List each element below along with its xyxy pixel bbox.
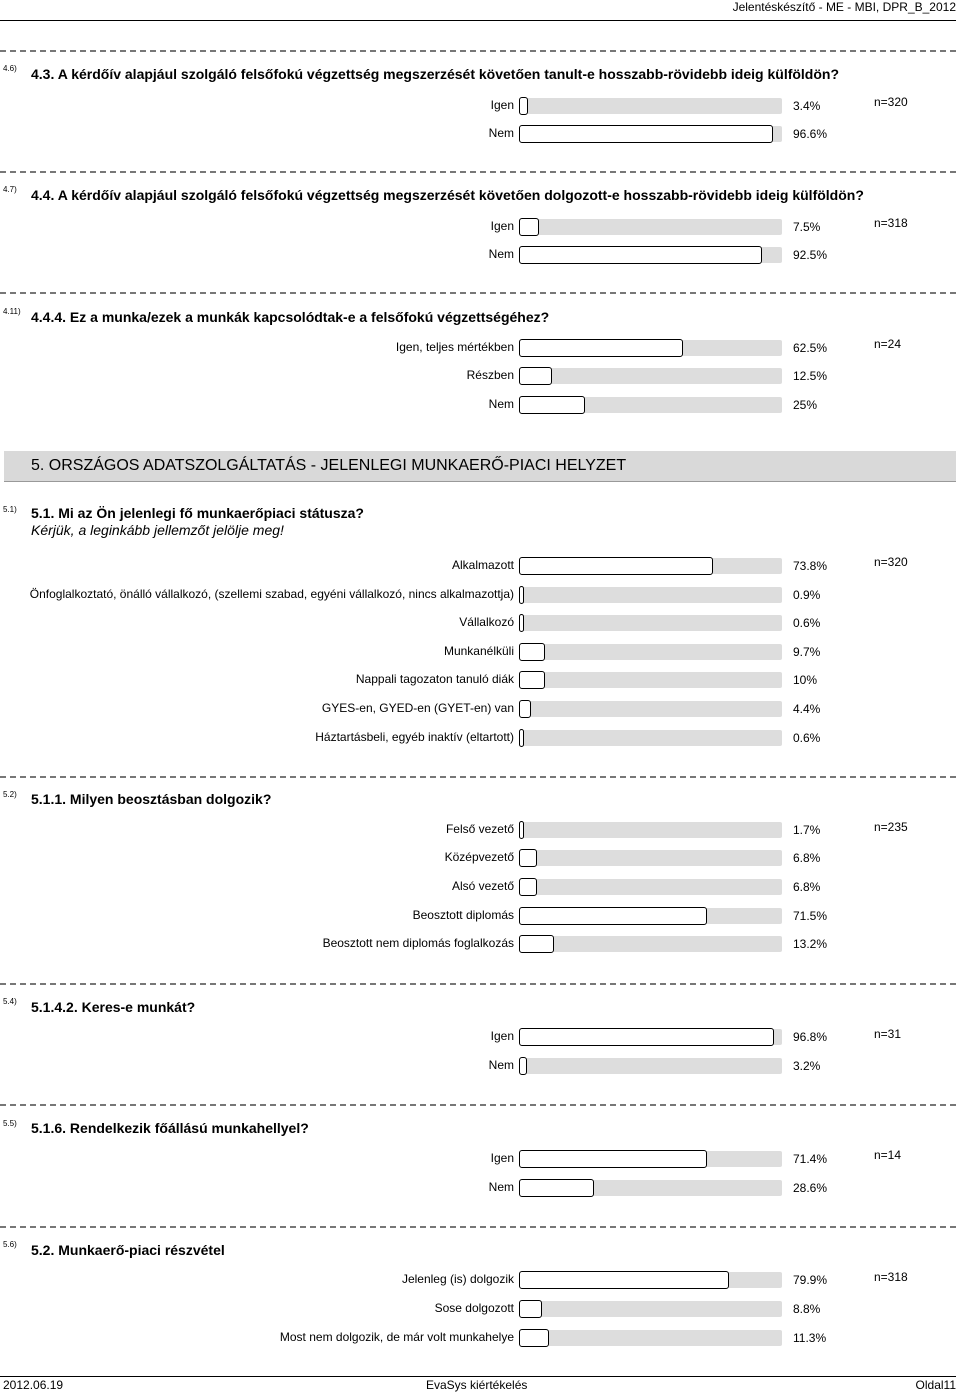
answer-percentage: 6.8% <box>793 880 821 894</box>
answer-row <box>0 1027 960 1049</box>
bar-track <box>519 730 782 746</box>
bar-fill <box>519 97 528 115</box>
answer-percentage: 73.8% <box>793 559 828 573</box>
bar-track <box>519 879 782 895</box>
bar-track <box>519 247 782 263</box>
bar-fill <box>519 643 545 661</box>
bar-fill <box>519 1271 729 1289</box>
page-header <box>0 0 960 14</box>
bar-track <box>519 1180 782 1196</box>
bar-track <box>519 587 782 603</box>
answer-label: Nem <box>488 1180 514 1194</box>
bar-track <box>519 644 782 660</box>
response-count: n=14 <box>874 1148 902 1162</box>
answer-label: Alsó vezető <box>451 879 514 893</box>
response-count: n=318 <box>874 216 908 230</box>
bar-fill <box>519 1028 774 1046</box>
answer-percentage: 7.5% <box>793 220 821 234</box>
answer-row <box>0 1149 960 1171</box>
bar-track <box>519 1029 782 1045</box>
answer-row <box>0 670 960 692</box>
answer-row <box>0 613 960 635</box>
bar-fill <box>519 125 773 143</box>
bar-fill <box>519 1057 527 1075</box>
question-divider <box>0 1104 956 1106</box>
bar-fill <box>519 557 713 575</box>
response-count: n=320 <box>874 95 908 109</box>
answer-label: Nem <box>488 397 514 411</box>
question-divider <box>0 776 956 778</box>
answer-label: Nem <box>488 126 514 140</box>
answer-row <box>0 642 960 664</box>
answer-row <box>0 906 960 928</box>
answer-percentage: 62.5% <box>793 341 828 355</box>
answer-label: Jelenleg (is) dolgozik <box>401 1272 514 1286</box>
question-number: 5.2) <box>3 790 17 799</box>
bar-track <box>519 672 782 688</box>
answer-row <box>0 96 960 118</box>
answer-row <box>0 1056 960 1078</box>
bar-track <box>519 340 782 356</box>
answer-row <box>0 338 960 360</box>
answer-label: Igen <box>490 98 514 112</box>
answer-row <box>0 877 960 899</box>
bar-fill <box>519 614 524 632</box>
answer-label: Vállalkozó <box>459 615 514 629</box>
question-title: 4.3. A kérdőív alapjául szolgáló felsőfokú végzettség megszerzését követően tanult-e hosszabb-rövidebb ideig külföldön? <box>31 66 840 82</box>
bar-fill <box>519 935 554 953</box>
answer-label: Önfoglalkoztató, önálló vállalkozó, (szellemi szabad, egyéni vállalkozó, nincs alkalmazottja) <box>29 587 514 601</box>
bar-fill <box>519 1150 707 1168</box>
answer-label: Most nem dolgozik, de már volt munkahelye <box>279 1330 514 1344</box>
answer-percentage: 0.6% <box>793 731 821 745</box>
bar-track <box>519 1151 782 1167</box>
answer-row <box>0 848 960 870</box>
question-number: 4.6) <box>3 64 17 73</box>
bar-track <box>519 1272 782 1288</box>
question-title: 4.4. A kérdőív alapjául szolgáló felsőfokú végzettség megszerzését követően dolgozott-e hosszabb-rövidebb ideig külföldön? <box>31 187 864 203</box>
bar-track <box>519 368 782 384</box>
answer-row <box>0 366 960 388</box>
answer-label: GYES-en, GYED-en (GYET-en) van <box>321 701 514 715</box>
bar-fill <box>519 367 552 385</box>
answer-row <box>0 217 960 239</box>
answer-percentage: 6.8% <box>793 851 821 865</box>
question-subtitle: Kérjük, a leginkább jellemzőt jelölje meg! <box>31 522 284 538</box>
answer-percentage: 3.2% <box>793 1059 821 1073</box>
question-number: 5.4) <box>3 997 17 1006</box>
answer-percentage: 1.7% <box>793 823 821 837</box>
bar-fill <box>519 878 537 896</box>
bar-fill <box>519 821 524 839</box>
answer-label: Részben <box>466 368 514 382</box>
answer-label: Beosztott diplomás <box>412 908 514 922</box>
answer-label: Háztartásbeli, egyéb inaktív (eltartott) <box>315 730 514 744</box>
response-count: n=31 <box>874 1027 902 1041</box>
answer-percentage: 3.4% <box>793 99 821 113</box>
bar-track <box>519 701 782 717</box>
bar-fill <box>519 246 762 264</box>
answer-percentage: 4.4% <box>793 702 821 716</box>
bar-track <box>519 936 782 952</box>
question-title: 5.1.1. Milyen beosztásban dolgozik? <box>31 791 272 807</box>
question-number: 5.1) <box>3 505 17 514</box>
answer-percentage: 12.5% <box>793 369 828 383</box>
answer-label: Igen, teljes mértékben <box>395 340 514 354</box>
bar-fill <box>519 671 545 689</box>
question-divider <box>0 50 956 52</box>
bar-track <box>519 615 782 631</box>
answer-label: Igen <box>490 1151 514 1165</box>
answer-row <box>0 1178 960 1200</box>
report-title: Jelentéskészítő - ME - MBI, DPR_B_2012 <box>732 0 956 14</box>
bar-track <box>519 397 782 413</box>
question-divider <box>0 171 956 173</box>
bar-track <box>519 1330 782 1346</box>
bar-fill <box>519 396 585 414</box>
footer-page: Oldal11 <box>915 1378 956 1392</box>
answer-row <box>0 820 960 842</box>
section-heading-text: 5. ORSZÁGOS ADATSZOLGÁLTATÁS - JELENLEGI MUNKAERŐ-PIACI HELYZET <box>31 457 627 474</box>
question-divider <box>0 292 956 294</box>
question-title: 5.1. Mi az Ön jelenlegi fő munkaerőpiaci státusza? <box>31 505 364 521</box>
header-divider <box>0 20 956 21</box>
answer-row <box>0 699 960 721</box>
bar-fill <box>519 586 524 604</box>
answer-label: Beosztott nem diplomás foglalkozás <box>322 936 514 950</box>
footer-center: EvaSys kiértékelés <box>426 1378 528 1392</box>
answer-percentage: 11.3% <box>793 1331 827 1345</box>
bar-fill <box>519 1300 542 1318</box>
answer-row <box>0 585 960 607</box>
response-count: n=318 <box>874 1270 908 1284</box>
bar-track <box>519 822 782 838</box>
response-count: n=24 <box>874 337 902 351</box>
footer-divider <box>0 1376 956 1377</box>
footer-date: 2012.06.19 <box>3 1378 64 1392</box>
answer-label: Nappali tagozaton tanuló diák <box>355 672 514 686</box>
answer-percentage: 79.9% <box>793 1273 828 1287</box>
answer-label: Alkalmazott <box>451 558 514 572</box>
answer-percentage: 28.6% <box>793 1181 828 1195</box>
bar-fill <box>519 1179 594 1197</box>
answer-row <box>0 1328 960 1350</box>
answer-label: Nem <box>488 247 514 261</box>
answer-percentage: 13.2% <box>793 937 828 951</box>
question-title: 4.4.4. Ez a munka/ezek a munkák kapcsolódtak-e a felsőfokú végzettségéhez? <box>31 309 550 325</box>
bar-track <box>519 126 782 142</box>
question-title: 5.1.4.2. Keres-e munkát? <box>31 999 196 1015</box>
question-number: 4.7) <box>3 185 17 194</box>
answer-percentage: 25% <box>793 398 818 412</box>
bar-fill <box>519 339 683 357</box>
answer-percentage: 9.7% <box>793 645 821 659</box>
bar-fill <box>519 849 537 867</box>
question-title: 5.2. Munkaerő-piaci részvétel <box>31 1242 225 1258</box>
answer-row <box>0 934 960 956</box>
answer-percentage: 96.6% <box>793 127 828 141</box>
answer-percentage: 10% <box>793 673 818 687</box>
answer-percentage: 71.4% <box>793 1152 828 1166</box>
bar-track <box>519 908 782 924</box>
bar-track <box>519 1301 782 1317</box>
answer-row <box>0 1299 960 1321</box>
answer-percentage: 92.5% <box>793 248 828 262</box>
response-count: n=320 <box>874 555 908 569</box>
bar-fill <box>519 1329 549 1347</box>
answer-label: Igen <box>490 219 514 233</box>
question-divider <box>0 1226 956 1228</box>
answer-label: Sose dolgozott <box>434 1301 514 1315</box>
answer-row <box>0 124 960 146</box>
answer-label: Középvezető <box>444 850 514 864</box>
question-divider <box>0 983 956 985</box>
response-count: n=235 <box>874 820 908 834</box>
bar-fill <box>519 907 707 925</box>
answer-row <box>0 728 960 750</box>
answer-label: Igen <box>490 1029 514 1043</box>
bar-fill <box>519 218 539 236</box>
bar-fill <box>519 729 524 747</box>
bar-track <box>519 1058 782 1074</box>
answer-label: Munkanélküli <box>443 644 514 658</box>
bar-track <box>519 219 782 235</box>
answer-row <box>0 1270 960 1292</box>
question-number: 5.5) <box>3 1119 17 1128</box>
answer-row <box>0 395 960 417</box>
bar-fill <box>519 700 531 718</box>
bar-track <box>519 558 782 574</box>
bar-track <box>519 850 782 866</box>
answer-percentage: 71.5% <box>793 909 828 923</box>
question-number: 4.11) <box>3 307 21 316</box>
bar-track <box>519 98 782 114</box>
question-number: 5.6) <box>3 1240 17 1249</box>
answer-label: Felső vezető <box>445 822 514 836</box>
answer-percentage: 0.6% <box>793 616 821 630</box>
answer-percentage: 96.8% <box>793 1030 828 1044</box>
answer-row <box>0 245 960 267</box>
answer-percentage: 8.8% <box>793 1302 821 1316</box>
question-title: 5.1.6. Rendelkezik főállású munkahellyel? <box>31 1120 309 1136</box>
answer-percentage: 0.9% <box>793 588 821 602</box>
answer-label: Nem <box>488 1058 514 1072</box>
section-heading <box>4 451 956 482</box>
answer-row <box>0 556 960 578</box>
